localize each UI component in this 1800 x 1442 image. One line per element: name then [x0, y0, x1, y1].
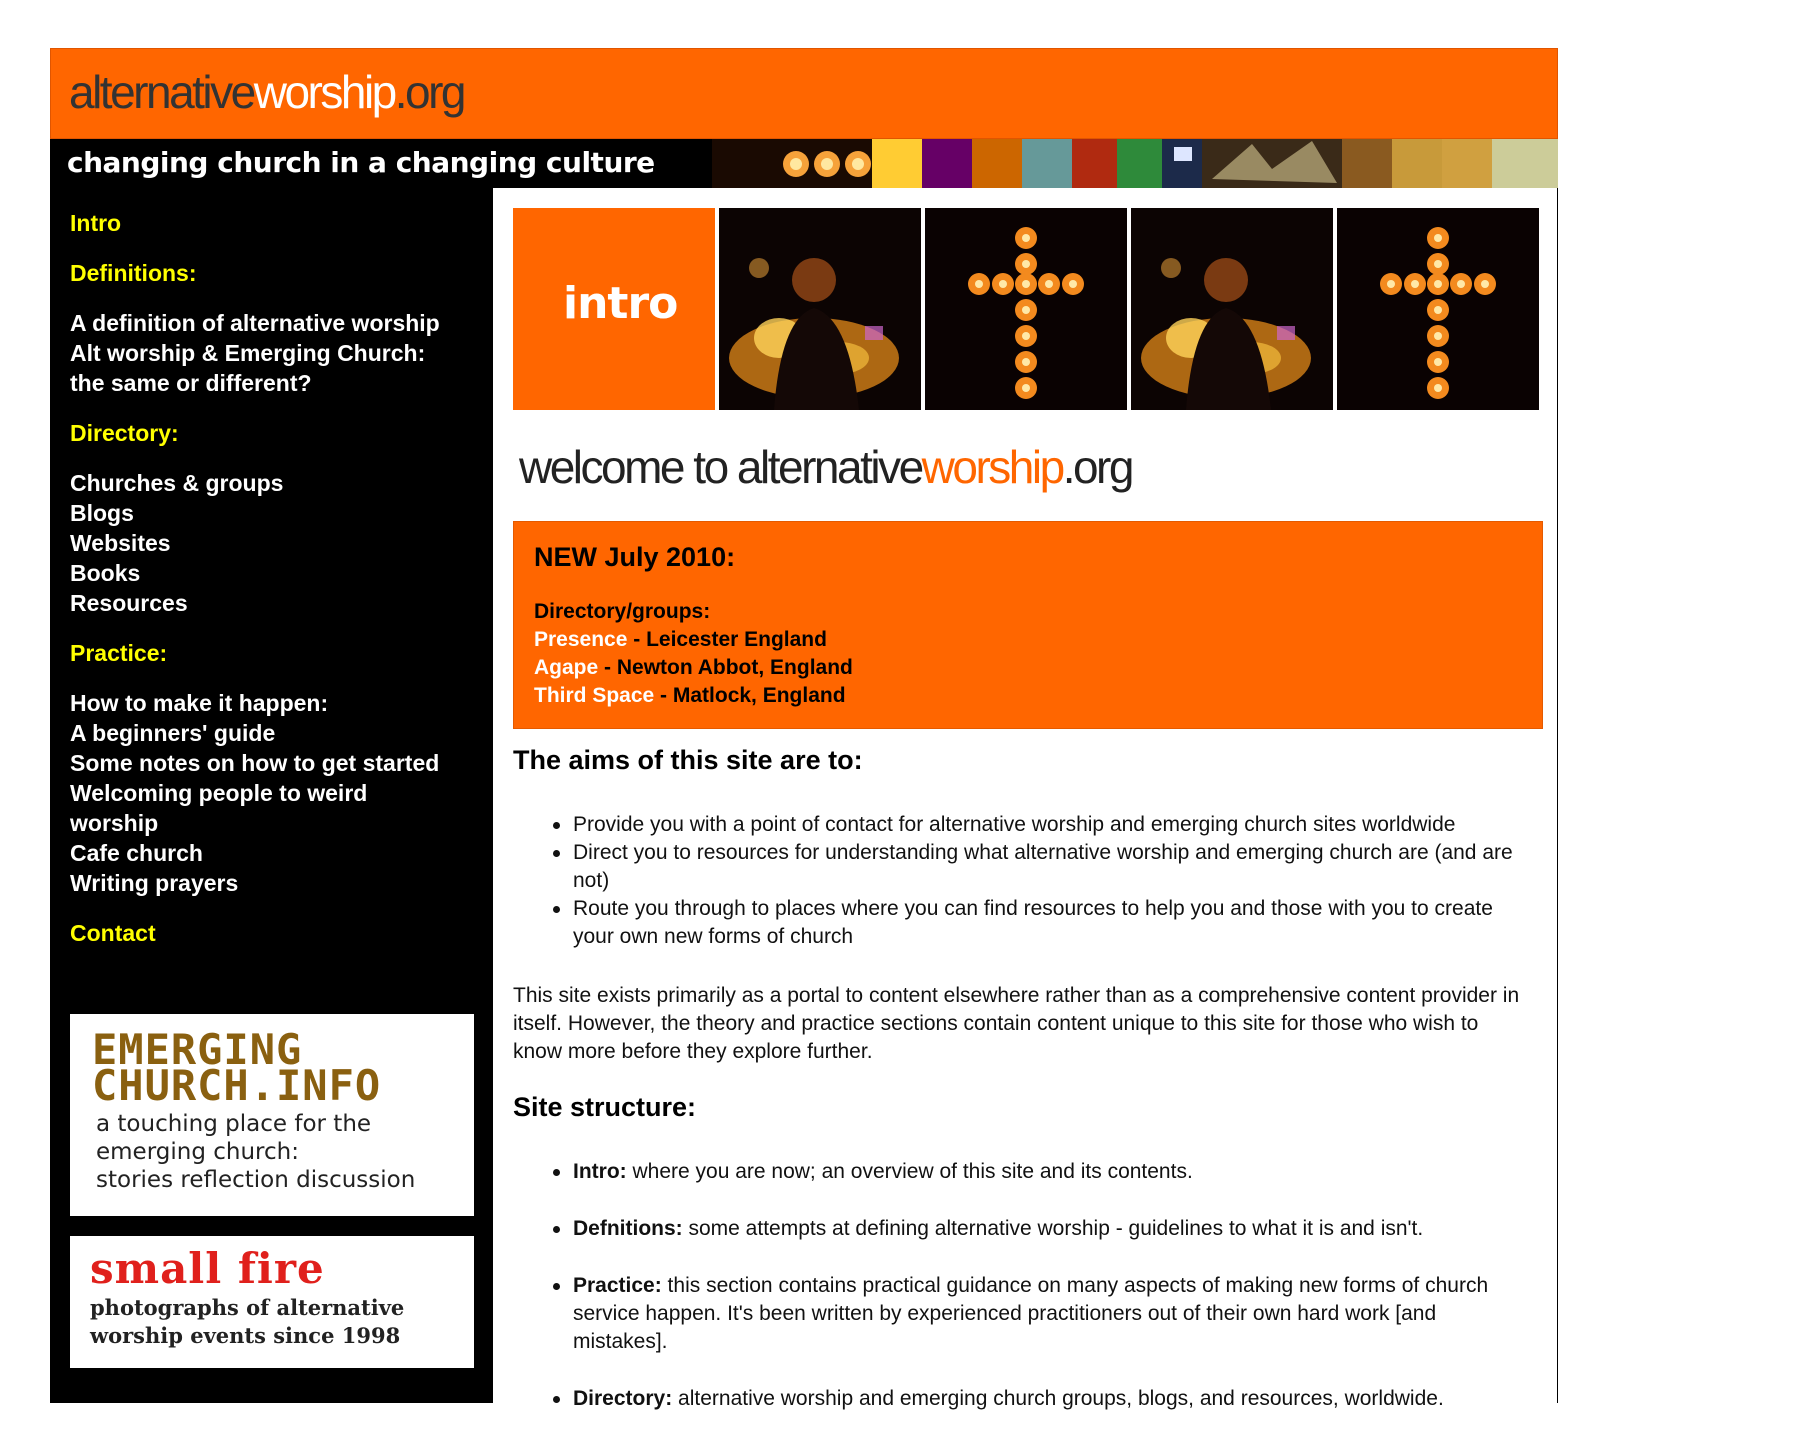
- emerging-church-ad-subtitle: [96, 1110, 456, 1194]
- structure-list-item: [553, 1158, 1528, 1186]
- page: [50, 48, 1558, 1410]
- candle-cross-image: [1337, 208, 1539, 410]
- candle-cross-photo: [1337, 208, 1539, 410]
- structure-list-item: [553, 1385, 1528, 1413]
- emerging-church-ad-title: [92, 1025, 432, 1110]
- sidebar: [50, 188, 492, 1403]
- site-tagline: changing church in a changing culture: [67, 146, 655, 179]
- ad-sub-line: photographs of alternative: [90, 1295, 405, 1320]
- candle-cross-image: [925, 208, 1127, 410]
- aims-list-item: Provide you with a point of contact for alternative worship and emerging church sites worldwide: [553, 811, 1528, 839]
- welcome-text: welcome to alternative: [519, 441, 922, 493]
- site-logo[interactable]: [69, 65, 464, 119]
- nav-link-altworship-emerging[interactable]: Alt worship & Emerging Church:: [70, 340, 426, 366]
- nav-link-churches-groups[interactable]: Churches & groups: [70, 470, 284, 496]
- welcome-text-org: .org: [1062, 441, 1132, 493]
- news-item-place: - Leicester England: [627, 628, 827, 651]
- structure-term: Practice:: [573, 1274, 662, 1297]
- nav-link-same-or-different[interactable]: the same or different?: [70, 370, 312, 396]
- nav-intro[interactable]: Intro: [70, 210, 122, 236]
- banner-intro-tile: [513, 208, 715, 410]
- nav-link-definition[interactable]: A definition of alternative worship: [70, 310, 440, 336]
- structure-list-item: [553, 1272, 1528, 1356]
- news-subheading: Directory/groups:: [534, 600, 711, 623]
- nav-link-resources[interactable]: Resources: [70, 590, 188, 616]
- nav-link-books[interactable]: Books: [70, 560, 141, 586]
- news-link-agape[interactable]: Agape: [534, 656, 599, 679]
- main-content: [492, 188, 1558, 1410]
- sidebar-nav: [70, 208, 490, 968]
- structure-text: where you are now; an overview of this site and its contents.: [626, 1160, 1193, 1183]
- ad-title-line: EMERGING: [92, 1025, 303, 1074]
- news-item-place: - Newton Abbot, England: [598, 656, 853, 679]
- logo-text-org: .org: [394, 66, 465, 118]
- structure-text: some attempts at defining alternative worship - guidelines to what it is and isn't.: [682, 1217, 1424, 1240]
- nav-practice-heading[interactable]: Practice:: [70, 640, 168, 666]
- nav-link-how-to[interactable]: How to make it happen:: [70, 690, 329, 716]
- nav-directory-group: [70, 468, 490, 618]
- intro-banner: [513, 208, 1543, 410]
- news-link-third-space[interactable]: Third Space: [534, 684, 655, 707]
- news-link-presence[interactable]: Presence: [534, 628, 628, 651]
- ad-sub-line: emerging church:: [96, 1139, 299, 1165]
- structure-term: Intro:: [573, 1160, 627, 1183]
- site-header: [50, 48, 1558, 139]
- nav-link-websites[interactable]: Websites: [70, 530, 171, 556]
- structure-list-item: [553, 1215, 1528, 1243]
- news-item: [534, 626, 853, 654]
- ad-sub-line: stories reflection discussion: [96, 1167, 416, 1193]
- nav-link-beginners-guide[interactable]: A beginners' guide: [70, 720, 276, 746]
- structure-text: this section contains practical guidance on many aspects of making new forms of church service happen. It's been written by experienced practitioners out of their own hard work [and mistakes].: [573, 1274, 1489, 1353]
- welcome-text-worship: worship: [921, 441, 1063, 493]
- aims-list: [553, 811, 1528, 951]
- news-item-place: - Matlock, England: [654, 684, 846, 707]
- banner-intro-label: intro: [563, 278, 678, 329]
- structure-term: Directory:: [573, 1387, 673, 1410]
- candlelit-figure-image: [719, 208, 921, 410]
- nav-link-blogs[interactable]: Blogs: [70, 500, 134, 526]
- news-box: [513, 521, 1543, 729]
- aims-list-item: Route you through to places where you can find resources to help you and those with you to create your own new forms of church: [553, 895, 1528, 951]
- header-collage-image: [712, 139, 1558, 188]
- emerging-church-ad[interactable]: [70, 1014, 474, 1216]
- worship-candles-photo: [1131, 208, 1333, 410]
- nav-link-getting-started[interactable]: Some notes on how to get started: [70, 750, 440, 776]
- nav-practice-group: [70, 688, 490, 898]
- nav-definitions-group: [70, 308, 490, 398]
- small-fire-ad-subtitle: [90, 1294, 460, 1350]
- structure-term: Defnitions:: [573, 1217, 683, 1240]
- news-item: [534, 682, 853, 710]
- news-title: NEW July 2010:: [534, 542, 736, 572]
- news-list: [534, 598, 853, 710]
- nav-link-writing-prayers[interactable]: Writing prayers: [70, 870, 239, 896]
- ad-sub-line: worship events since 1998: [90, 1323, 401, 1348]
- nav-contact[interactable]: Contact: [70, 920, 156, 946]
- welcome-heading: [519, 440, 1132, 494]
- news-item: [534, 654, 853, 682]
- nav-link-welcoming-cont[interactable]: worship: [70, 810, 159, 836]
- worship-candles-photo: [719, 208, 921, 410]
- nav-definitions-heading[interactable]: Definitions:: [70, 260, 197, 286]
- ad-title-line: CHURCH.INFO: [92, 1061, 382, 1110]
- structure-heading: Site structure:: [513, 1092, 697, 1122]
- nav-directory-heading[interactable]: Directory:: [70, 420, 179, 446]
- nav-link-welcoming[interactable]: Welcoming people to weird: [70, 780, 368, 806]
- nav-link-cafe-church[interactable]: Cafe church: [70, 840, 203, 866]
- structure-list: [553, 1158, 1528, 1442]
- intro-paragraph: This site exists primarily as a portal to content elsewhere rather than as a comprehensive content provider in itself. However, the theory and practice sections contain content unique to this site for those who wish to know more before they explore further.: [513, 984, 1520, 1063]
- candle-cross-photo: [925, 208, 1127, 410]
- aims-list-item: Direct you to resources for understanding what alternative worship and emerging church are (and are not): [553, 839, 1528, 895]
- logo-text-alternative: alternative: [69, 66, 254, 118]
- logo-text-worship: worship: [253, 66, 395, 118]
- aims-heading: The aims of this site are to:: [513, 745, 863, 775]
- small-fire-ad[interactable]: [70, 1236, 474, 1368]
- structure-text: alternative worship and emerging church groups, blogs, and resources, worldwide.: [672, 1387, 1444, 1410]
- candlelit-figure-image: [1131, 208, 1333, 410]
- ad-sub-line: a touching place for the: [96, 1111, 372, 1137]
- small-fire-ad-title: small fire: [90, 1244, 325, 1293]
- header-strip: [50, 139, 1558, 188]
